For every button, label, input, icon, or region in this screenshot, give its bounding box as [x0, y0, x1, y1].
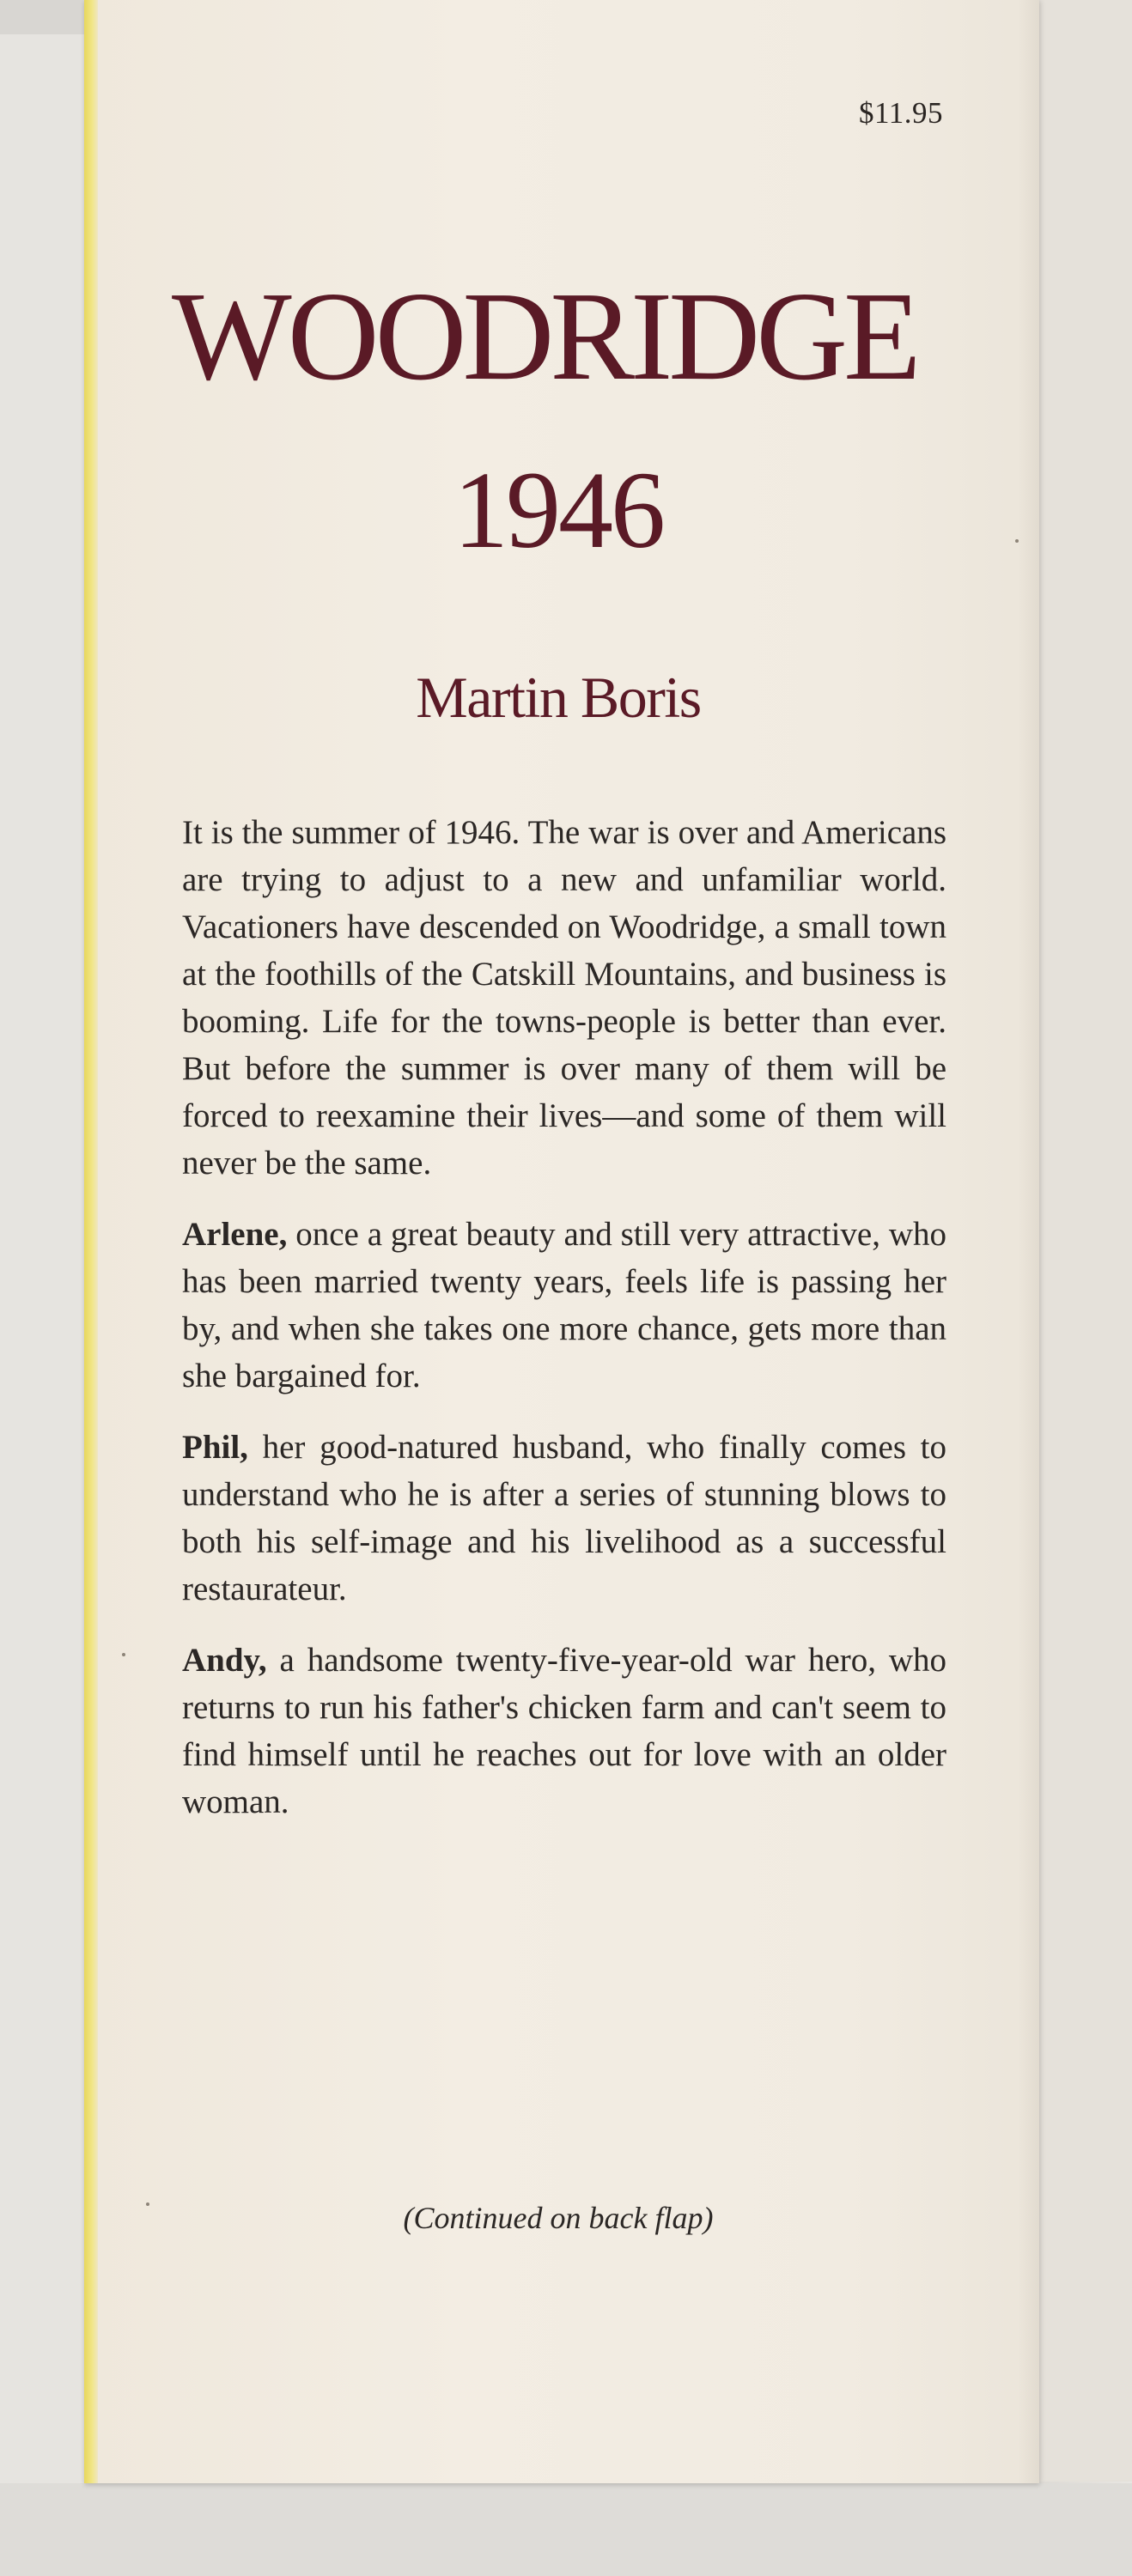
paragraph-text: once a great beauty and still very attractive, who has been married twenty years, feels life is passing her by, and when she takes one more chance, gets more than she bargained for.	[182, 1216, 946, 1394]
character-paragraph-arlene	[182, 1211, 946, 1400]
character-paragraph-andy	[182, 1637, 946, 1826]
character-name: Andy,	[182, 1642, 267, 1679]
flap-right-shadow	[1019, 0, 1039, 2483]
character-paragraph-phil	[182, 1424, 946, 1613]
paper-speck	[1015, 539, 1019, 543]
paragraph-text: It is the summer of 1946. The war is over and Americans are trying to adjust to a new and unfamiliar world. Vacationers have descended on Woodridge, a small town at the foothills of the Catskill Mountains, and business is booming. Life for the towns-people is better than ever. But before the summer is over many of them will be forced to reexamine their lives—and some of them will never be the same.	[182, 814, 946, 1182]
book-title: WOODRIDGE	[172, 266, 917, 407]
paragraph-text: her good-natured husband, who finally comes to understand who he is after a series of stunning blows to both his self-image and his livelihood as a successful restaurateur.	[182, 1429, 946, 1607]
paper-speck	[122, 1653, 125, 1656]
character-name: Arlene,	[182, 1216, 288, 1253]
book-title-year: 1946	[453, 449, 663, 571]
author-name: Martin Boris	[416, 665, 701, 730]
continued-note: (Continued on back flap)	[403, 2201, 714, 2235]
flap-description	[182, 809, 946, 1850]
paragraph-text: a handsome twenty-five-year-old war hero, who returns to run his father's chicken farm and can't seem to find himself until he reaches out for love with an older woman.	[182, 1642, 946, 1820]
character-name: Phil,	[182, 1429, 248, 1466]
scan-background-bottom	[0, 2483, 1132, 2576]
price-label: $11.95	[859, 96, 943, 130]
paper-speck	[146, 2202, 149, 2206]
jacket-fold-edge	[84, 0, 98, 2483]
intro-paragraph	[182, 809, 946, 1187]
